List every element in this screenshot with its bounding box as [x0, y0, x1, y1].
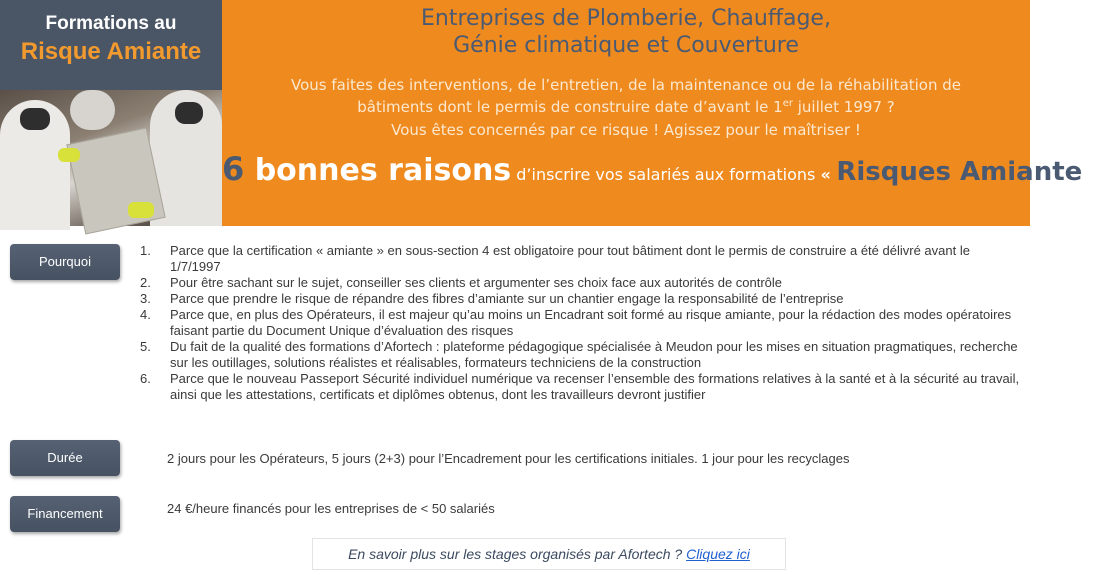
brand-line-2: Risque Amiante — [20, 38, 202, 65]
cliquez-ici-link[interactable]: Cliquez ici — [686, 546, 750, 562]
header-title-line-2: Génie climatique et Couverture — [453, 33, 799, 58]
intro-line-3: Vous êtes concernés par ce risque ! Agissez pour le maîtriser ! — [391, 121, 861, 139]
more-info-text: En savoir plus sur les stages organisés par Afortech ? — [348, 546, 687, 562]
headline-text: d’inscrire vos salariés aux formations — [511, 165, 821, 184]
list-item: 5. Du fait de la qualité des formations d’Afortech : plateforme pédagogique spécialisée à Meudon pour les mises en situation pragmatiques, recherche sur les outillages, solutions réalistes et réalisables, formateurs techniciens de la construction — [140, 339, 1018, 370]
headline-bold: bonnes raisons — [244, 153, 512, 188]
headline: 6 bonnes raisons d’inscrire vos salariés aux formations « Risques Amiante » — [222, 150, 1098, 188]
list-item: 1. Parce que la certification « amiante » en sous-section 4 est obligatoire pour tout bâtiment dont le permis de construire a été délivré avant le 1/7/1997 — [140, 243, 970, 274]
duree-text: 2 jours pour les Opérateurs, 5 jours (2+3) pour l’Encadrement pour les certifications initiales. 1 jour pour les recyclages — [167, 451, 850, 466]
list-item: 4. Parce que, en plus des Opérateurs, il est majeur qu’au moins un Encadrant soit formé au risque amiante, pour la rédaction des modes opératoires faisant partie du Document Unique d’évaluation des risques — [140, 307, 1012, 338]
asbestos-workers-photo — [0, 90, 222, 226]
list-item: 3. Parce que prendre le risque de répandre des fibres d’amiante sur un chantier engage la responsabilité de l’entreprise — [140, 291, 844, 306]
list-item: 2. Pour être sachant sur le sujet, conseiller ses clients et argumenter ses choix face aux autorités de contrôle — [140, 275, 783, 290]
brand-panel — [0, 0, 222, 226]
pourquoi-button[interactable]: Pourquoi — [10, 244, 120, 280]
intro-line-1: Vous faites des interventions, de l’entretien, de la maintenance ou de la réhabilitation de — [290, 76, 962, 94]
more-info-box — [312, 538, 786, 570]
reasons-list — [140, 243, 1020, 403]
financement-button[interactable]: Financement — [10, 496, 120, 532]
brand-title — [0, 0, 222, 90]
financement-text: 24 €/heure financés pour les entreprises de < 50 salariés — [167, 501, 495, 516]
brand-line-1: Formations au — [45, 13, 177, 34]
header-title-line-1: Entreprises de Plomberie, Chauffage, — [421, 6, 831, 31]
duree-button[interactable]: Durée — [10, 440, 120, 476]
headline-quote: Risques Amiante — [836, 157, 1083, 187]
list-item: 6. Parce que le nouveau Passeport Sécurité individuel numérique va recenser l’ensemble des formations relatives à la santé et à la sécurité au travail, ainsi que les attestations, certificats et diplômes obtenus, dont les travailleurs devront justifier — [140, 371, 1020, 402]
intro-line-2: bâtiments dont le permis de construire date d’avant le 1er juillet 1997 ? — [357, 98, 895, 116]
headline-number: 6 — [222, 150, 245, 188]
